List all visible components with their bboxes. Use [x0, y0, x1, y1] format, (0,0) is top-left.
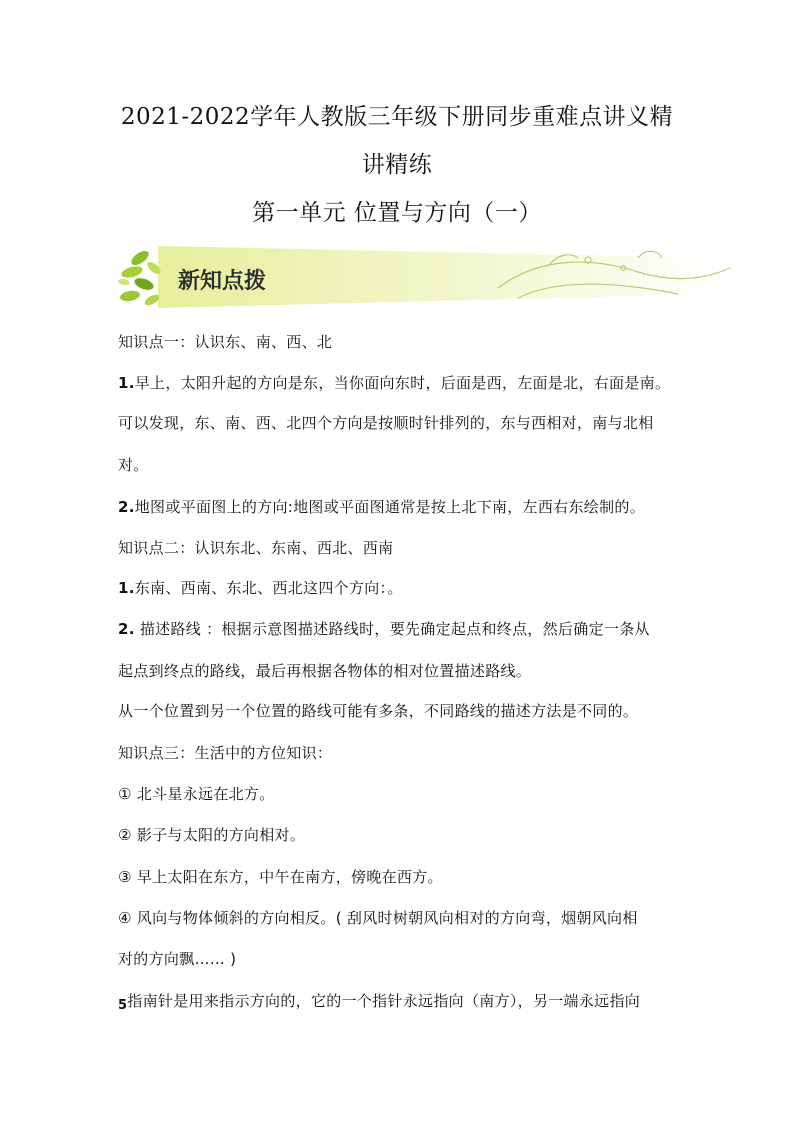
paragraph-text: 东南、西南、东北、西北这四个方向：。: [134, 579, 403, 597]
list-item-3: ③ 早上太阳在东方，中午在南方，傍晚在西方。: [118, 868, 443, 886]
paragraph-number: 1.: [118, 374, 135, 392]
list-item-1: ① 北斗星永远在北方。: [118, 785, 275, 803]
list-item-2: ② 影子与太阳的方向相对。: [118, 826, 306, 844]
paragraph-number: 2.: [118, 620, 135, 638]
document-title-line2: 讲精练: [361, 152, 433, 178]
list-number: 5: [118, 998, 128, 1013]
list-item-5: [118, 990, 640, 1013]
list-item-4-line-2: 对的方向飘…… ): [118, 950, 237, 968]
list-item-4-line-1: ④ 风向与物体倾斜的方向相反。( 刮风时树朝风向相对的方向弯，烟朝风向相: [118, 909, 638, 927]
paragraph-number: 2.: [118, 498, 135, 516]
paragraph-3: [118, 577, 403, 598]
paragraph-1-line-2: 可以发现，东、南、西、北四个方向是按顺时针排列的，东与西相对，南与北相: [118, 414, 654, 432]
banner-label: 新知点拨: [178, 269, 267, 294]
paragraph-text: 地图或平面图上的方向:地图或平面图通常是按上北下南，左西右东绘制的。: [134, 498, 646, 516]
paragraph-1-line-3: 对。: [118, 456, 149, 474]
paragraph-text: 早上，太阳升起的方向是东，当你面向东时，后面是西，左面是北，右面是南。: [134, 374, 671, 392]
paragraph-number: 1.: [118, 579, 135, 597]
paragraph-2: [118, 496, 645, 517]
knowledge-point-1-heading: 知识点一：认识东、南、西、北: [118, 333, 333, 351]
paragraph-4-line-1: [118, 618, 650, 639]
document-title-line1: 2021-2022学年人教版三年级下册同步重难点讲义精: [120, 104, 674, 130]
paragraph-4-line-2: 起点到终点的路线，最后再根据各物体的相对位置描述路线。: [118, 662, 532, 680]
paragraph-5: 从一个位置到另一个位置的路线可能有多条，不同路线的描述方法是不同的。: [118, 702, 639, 720]
list-text: 指南针是用来指示方向的，它的一个指针永远指向（南方），另一端永远指向: [127, 992, 641, 1010]
knowledge-point-3-heading: 知识点三：生活中的方位知识：: [118, 744, 333, 762]
unit-title: 第一单元 位置与方向（一）: [252, 200, 542, 226]
knowledge-point-2-heading: 知识点二：认识东北、东南、西北、西南: [118, 539, 394, 557]
paragraph-1-line-1: [118, 372, 670, 393]
leaf-icon: [118, 248, 163, 307]
paragraph-text: 描述路线 ：根据示意图描述路线时，要先确定起点和终点，然后确定一条从: [134, 620, 650, 638]
